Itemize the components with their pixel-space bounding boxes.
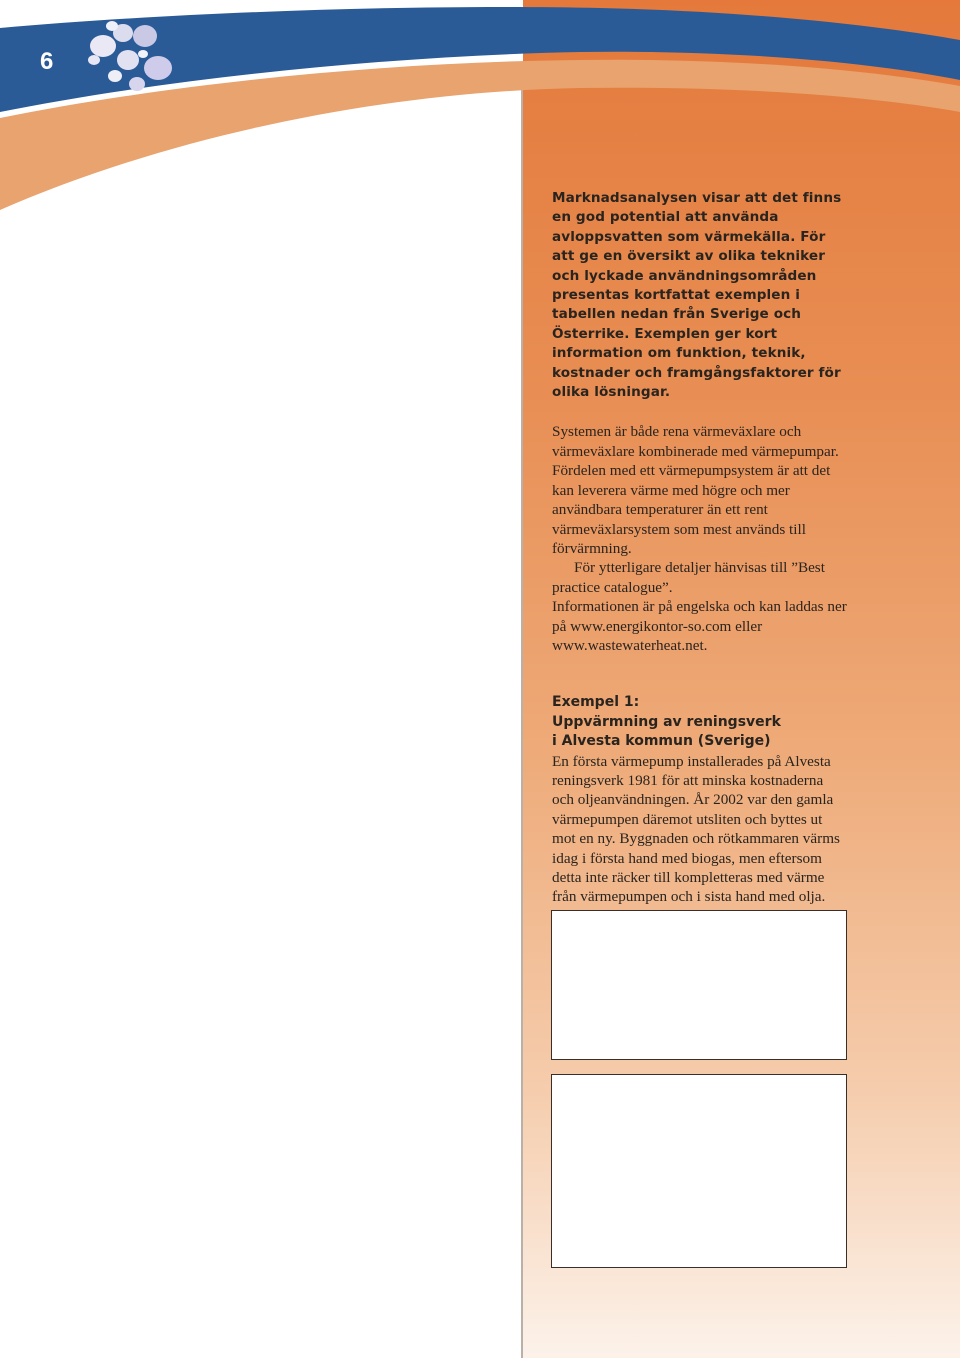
example-title-line-1: Uppvärmning av reningsverk <box>552 713 781 730</box>
main-content <box>552 189 848 907</box>
body-paragraph-3: Informationen är på engelska och kan laddas ner på www.energikontor-so.com eller www.wastewaterheat.net. <box>552 598 847 654</box>
example-text: En första värmepump installerades på Alvesta reningsverk 1981 för att minska kostnaderna och oljeanvändningen. År 2002 var den gamla värmepumpen däremot utsliten och byttes ut mot en ny. Byggnaden och rötkammaren värms idag i första hand med biogas, men eftersom detta inte räcker till kompletteras med värme från värmepumpen och i sista hand med olja. <box>552 752 840 906</box>
example-label: Exempel 1: <box>552 694 640 711</box>
example-section <box>552 693 848 906</box>
photo-placeholder-1 <box>551 910 847 1060</box>
body-paragraph-2: För ytterligare detaljer hänvisas till ”Best practice catalogue”. <box>552 559 825 596</box>
panel-divider-line <box>521 70 523 1358</box>
photo-placeholder-2 <box>551 1074 847 1268</box>
example-title-line-2: i Alvesta kommun (Sverige) <box>552 733 771 750</box>
header-bands <box>0 0 960 215</box>
page-number: 6 <box>40 48 54 75</box>
body-paragraph-1: Systemen är både rena värmeväxlare och värmeväxlare kombinerade med värmepumpar. Fördelen med ett värmepumpsystem är att det kan leverera värme med högre och mer användbara temperaturer än ett rent värmeväxlarsystem som mest används till förvärmning. <box>552 423 839 557</box>
intro-paragraph: Marknadsanalysen visar att det finns en god potential att använda avloppsvatten som värmekälla. För att ge en översikt av olika tekniker och lyckade användningsområden presentas kortfattat exemplen i tabellen nedan från Sverige och Österrike. Exemplen ger kort information om funktion, teknik, kostnader och framgångsfaktorer för olika lösningar. <box>552 190 842 401</box>
